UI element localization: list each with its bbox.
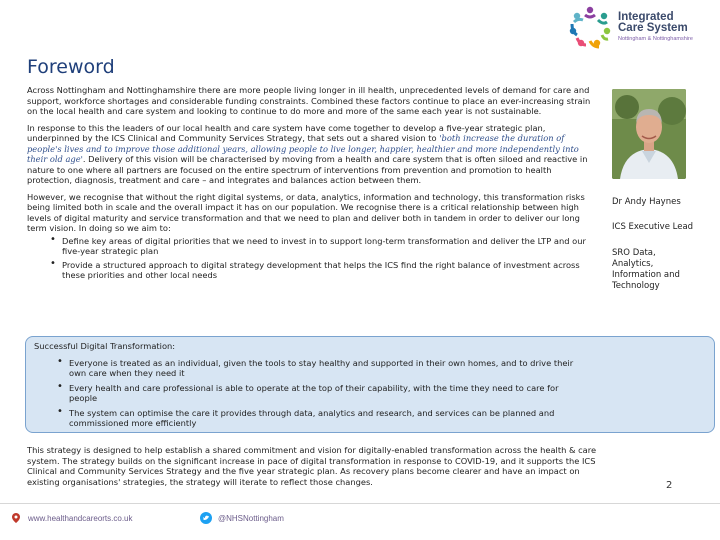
footer-website[interactable] <box>10 512 133 524</box>
list-item: • The system can optimise the care it provides through data, analytics and research, and services can be planned and commissioned more efficiently <box>59 408 579 429</box>
page-number: 2 <box>666 480 673 491</box>
ics-logo <box>568 4 718 50</box>
location-pin-icon <box>10 512 22 524</box>
closing-paragraph: This strategy is designed to help establish a shared commitment and vision for digitally-enabled transformation across the health & care system. The strategy builds on the significant increase in pace of digital transformation in response to COVID-19, and it supports the ICS Clinical and Community Services Strategy and the five year strategic plan. As recovery plans become clearer and have an impact on existing organisations' strategies, the strategy will iterate to reflect those changes. <box>27 445 597 487</box>
twitter-icon <box>200 512 212 524</box>
logo-text-line3: Nottingham & Nottinghamshire <box>618 35 693 42</box>
footer-twitter[interactable] <box>200 512 284 524</box>
paragraph-recognition: However, we recognise that without the right digital systems, or data, analytics, information and technology, this transformation risks being limited both in scale and the overall impact it has on our population. We recognise there is a critical relationship between high levels of digital maturity and service transformation and that we need to plan and deliver both in tandem in order to deliver our long term vision. In doing so we aim to: <box>27 191 585 233</box>
paragraph-intro: Across Nottingham and Nottinghamshire there are more people living longer in ill health, unprecedented levels of demand for care and support, workforce shortages and considerable funding constraints. Combined these factors continue to place an ever-increasing strain on the local health and care system and looking to continue to do more and more of the same each year is not sustainable. <box>27 85 591 116</box>
footer-divider <box>0 503 720 504</box>
exec-name: Dr Andy Haynes <box>612 197 681 207</box>
logo-text-line1: Integrated <box>618 10 674 23</box>
successful-transformation-box <box>25 336 715 433</box>
list-item: • Every health and care professional is able to operate at the top of their capability, with the time they need to care for people <box>59 383 589 404</box>
paragraph-response <box>27 123 599 186</box>
aims-list <box>52 236 599 281</box>
logo-text-line2: Care System <box>618 22 688 35</box>
highlight-list <box>59 358 706 429</box>
portrait-photo <box>612 89 686 179</box>
list-item: • Everyone is treated as an individual, given the tools to stay healthy and supported in their own homes, and to drive their own care when they need it <box>59 358 589 379</box>
foreword-body <box>27 85 599 284</box>
page-title: Foreword <box>27 56 115 78</box>
portrait-image <box>612 89 686 179</box>
twitter-handle[interactable]: @NHSNottingham <box>218 513 284 523</box>
highlight-title: Successful Digital Transformation: <box>34 341 176 351</box>
ics-people-circle-icon <box>568 5 612 49</box>
list-item: • Provide a structured approach to digital strategy development that helps the ICS find the right balance of investment across these priorities and other local needs <box>52 260 599 281</box>
exec-sro-role: SRO Data, Analytics, Information and Technology <box>612 248 680 291</box>
exec-role: ICS Executive Lead <box>612 222 694 232</box>
paragraph-response-start: In response to this the leaders of our local health and care system have come together to develop a five-year strategic plan, underpinned by the ICS Clinical and Community Services Strategy, that sets out a shared vision to <box>27 122 546 143</box>
website-link[interactable]: www.healthandcareorts.co.uk <box>28 513 133 523</box>
paragraph-response-end: . Delivery of this vision will be characterised by moving from a health and care system that is often siloed and reactive in nature to one where all partners are focused on the entire spectrum of interventions from prevention and promotion to health protection, diagnosis, treatment and care – and integrates and balances action between them. <box>27 154 588 185</box>
vision-quote: 'both increase the duration of people's lives and to improve those additional years, allowing people to live longer, happier, healthier and more independently into their old age' <box>27 133 579 164</box>
list-item: • Define key areas of digital priorities that we need to invest in to support long-term transformation and deliver the LTP and our five-year strategic plan <box>52 236 599 257</box>
